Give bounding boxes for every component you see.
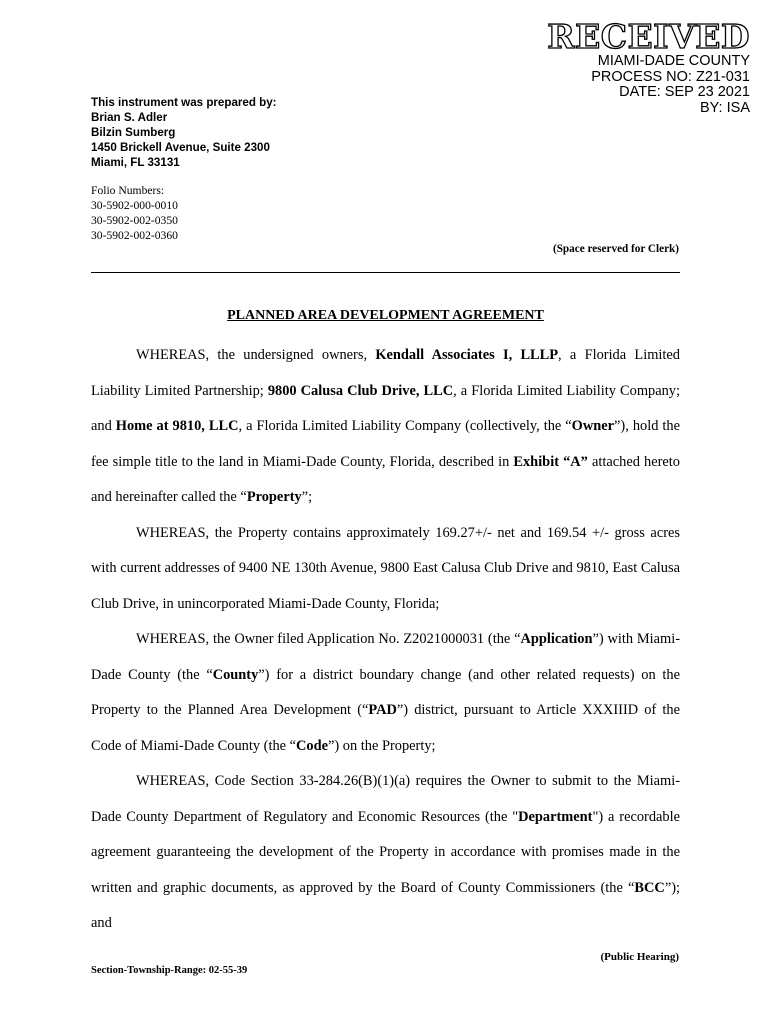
public-hearing-note: (Public Hearing) [600, 951, 679, 963]
text-run: WHEREAS, the Owner filed Application No. Z2021000031 (the “ [136, 631, 521, 647]
text-run: WHEREAS, the undersigned owners, [136, 347, 376, 363]
text-run: , a Florida Limited Liability Company (collectively, the “ [238, 418, 572, 434]
text-run: ”) on the Property; [328, 737, 436, 754]
folio-number: 30-5902-002-0360 [91, 229, 178, 242]
folio-number: 30-5902-000-0010 [91, 199, 178, 212]
defined-term: County [212, 666, 259, 683]
preparer-name: Brian S. Adler [91, 111, 168, 124]
defined-term: Code [296, 737, 329, 754]
folio-heading: Folio Numbers: [91, 184, 165, 197]
stamp-date: DATE: SEP 23 2021 [619, 84, 750, 100]
text-run: ”); and [91, 879, 680, 931]
folio-number: 30-5902-002-0350 [91, 214, 178, 227]
text-run: ”; [301, 489, 313, 505]
text-run: ”) district, pursuant to Article XXXIIID of the Code of Miami-Dade County (the “ [91, 702, 680, 754]
paragraph-owners [91, 338, 680, 516]
folio-numbers-block [91, 183, 178, 243]
received-stamp [510, 17, 750, 116]
text-run: ”) for a district boundary change (and other related requests) on the Property to the Planned Area Development (“ [91, 666, 680, 718]
received-stamp-title: RECEIVED [547, 17, 750, 56]
defined-term: Property [246, 489, 302, 505]
defined-term: PAD [368, 702, 397, 718]
paragraph-code-section [91, 764, 680, 942]
clerk-reserved-note: (Space reserved for Clerk) [552, 243, 679, 255]
defined-term: BCC [634, 879, 665, 896]
prepared-by-block [91, 95, 277, 170]
text-run: ”), hold the fee simple title to the land in Miami-Dade County, Florida, described in [91, 418, 680, 470]
paragraph-application [91, 622, 680, 764]
text-run: , a Florida Limited Liability Limited Partnership; [91, 347, 680, 399]
paragraph-property: WHEREAS, the Property contains approximately 169.27+/- net and 169.54 +/- gross acres with current addresses of 9400 NE 130th Avenue, 9800 East Calusa Club Drive and 9810, East Calusa Club Drive, in unincorporated Miami-Dade County, Florida; [91, 524, 680, 612]
document-title: PLANNED AREA DEVELOPMENT AGREEMENT [227, 308, 544, 323]
stamp-process-number: PROCESS NO: Z21-031 [591, 68, 750, 85]
preparer-city: Miami, FL 33131 [91, 156, 180, 169]
owner-name: 9800 Calusa Club Drive, LLC [267, 382, 454, 399]
text-run: WHEREAS, Code Section 33-284.26(B)(1)(a) requires the Owner to submit to the Miami-Dade County Department of Regulatory and Economic Resources (the " [91, 773, 680, 825]
prepared-by-heading: This instrument was prepared by: [91, 96, 277, 109]
defined-term: Owner [571, 418, 615, 434]
defined-term: Application [520, 631, 593, 647]
text-run: , a Florida Limited Liability Company; and [91, 382, 680, 434]
preparer-firm: Bilzin Sumberg [91, 126, 176, 139]
owner-name: Kendall Associates I, LLLP [375, 347, 559, 363]
owner-name: Home at 9810, LLC [115, 418, 239, 434]
stamp-county: MIAMI-DADE COUNTY [597, 53, 750, 69]
document-body [91, 338, 680, 942]
section-township-range: Section-Township-Range: 02-55-39 [91, 965, 248, 976]
text-run: ") a recordable agreement guaranteeing the development of the Property in accordance with promises made in the written and graphic documents, as approved by the Board of County Commissioners (the “ [91, 808, 680, 896]
header-divider [91, 272, 680, 273]
text-run: ”) with Miami-Dade County (the “ [91, 631, 680, 683]
text-run: attached hereto and hereinafter called the “ [91, 453, 680, 505]
stamp-by: BY: ISA [700, 99, 750, 116]
preparer-street: 1450 Brickell Avenue, Suite 2300 [91, 141, 270, 154]
defined-term: Department [518, 808, 593, 825]
exhibit-reference: Exhibit “A” [513, 453, 588, 470]
